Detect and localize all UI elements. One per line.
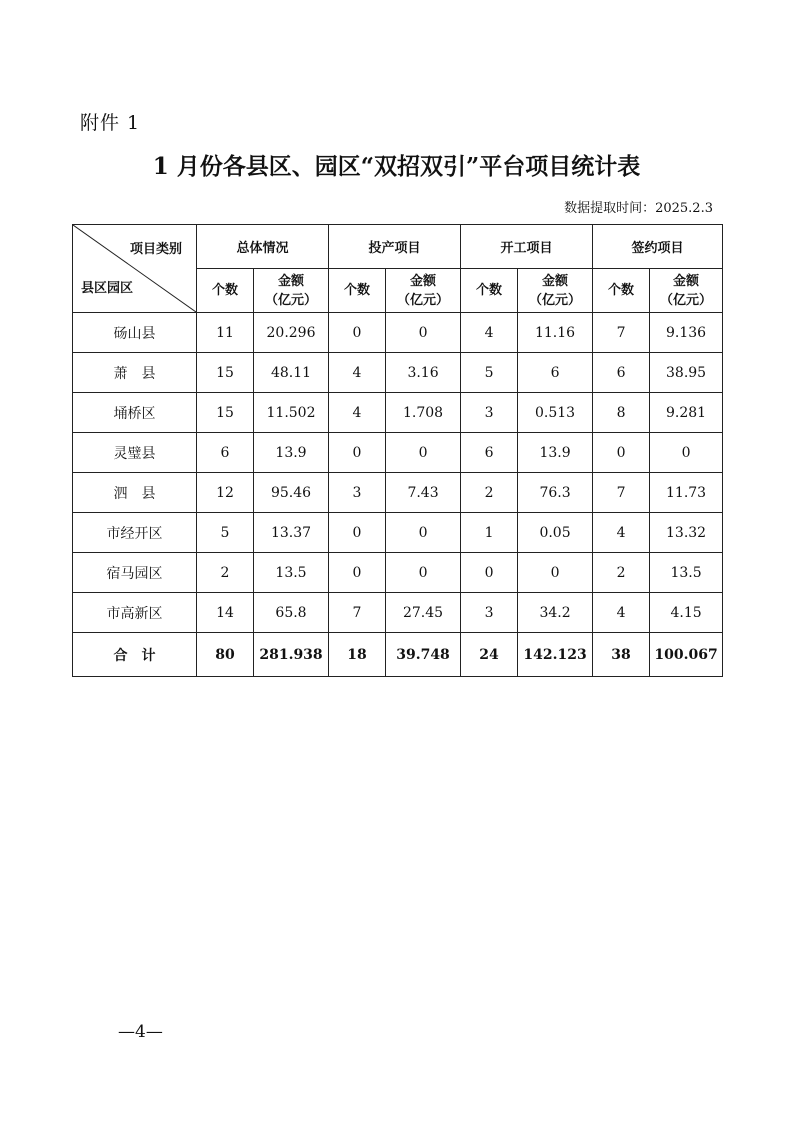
amount-cell: 34.2 [518, 593, 593, 633]
amount-label: 金额 [673, 273, 700, 289]
count-cell: 7 [593, 473, 650, 513]
amount-cell: 48.11 [254, 353, 329, 393]
amount-label: 金额 [542, 273, 569, 289]
sub-header-amount [518, 269, 593, 313]
count-cell: 6 [197, 433, 254, 473]
table-row [73, 313, 723, 353]
region-name-cell: 宿马园区 [73, 553, 197, 593]
amount-cell: 27.45 [386, 593, 461, 633]
count-cell: 2 [593, 553, 650, 593]
count-cell: 0 [329, 313, 386, 353]
amount-cell: 38.95 [650, 353, 723, 393]
count-cell: 0 [329, 513, 386, 553]
total-cell: 142.123 [518, 633, 593, 677]
amount-cell: 20.296 [254, 313, 329, 353]
header-row-groups [73, 225, 723, 269]
table-row [73, 433, 723, 473]
attachment-label: 附件 1 [80, 112, 141, 134]
count-cell: 1 [461, 513, 518, 553]
amount-cell: 13.5 [254, 553, 329, 593]
count-cell: 7 [593, 313, 650, 353]
region-name-cell: 泗 县 [73, 473, 197, 513]
count-cell: 4 [593, 593, 650, 633]
sub-header-count: 个数 [593, 269, 650, 313]
sub-header-count: 个数 [329, 269, 386, 313]
corner-region-label: 县区园区 [81, 281, 134, 296]
region-name-cell: 砀山县 [73, 313, 197, 353]
amount-cell: 4.15 [650, 593, 723, 633]
table-row [73, 393, 723, 433]
amount-cell: 9.136 [650, 313, 723, 353]
count-cell: 15 [197, 353, 254, 393]
group-header-signed: 签约项目 [593, 225, 723, 269]
count-cell: 0 [329, 433, 386, 473]
amount-label: 金额 [278, 273, 305, 289]
table-row [73, 553, 723, 593]
extract-time: 数据提取时间：2025.2.3 [564, 201, 713, 216]
amount-cell: 76.3 [518, 473, 593, 513]
table-footer [73, 633, 723, 677]
amount-cell: 1.708 [386, 393, 461, 433]
page-number: —4— [118, 1022, 163, 1042]
amount-cell: 3.16 [386, 353, 461, 393]
table-body [73, 313, 723, 633]
count-cell: 0 [593, 433, 650, 473]
corner-category-label: 项目类别 [129, 242, 182, 257]
count-cell: 4 [329, 353, 386, 393]
count-cell: 6 [593, 353, 650, 393]
amount-unit: （亿元） [265, 292, 318, 308]
amount-cell: 0 [518, 553, 593, 593]
count-cell: 8 [593, 393, 650, 433]
amount-cell: 11.16 [518, 313, 593, 353]
total-cell: 281.938 [254, 633, 329, 677]
count-cell: 2 [461, 473, 518, 513]
total-cell: 18 [329, 633, 386, 677]
group-header-overall: 总体情况 [197, 225, 329, 269]
count-cell: 0 [329, 553, 386, 593]
sub-header-count: 个数 [461, 269, 518, 313]
amount-cell: 11.73 [650, 473, 723, 513]
amount-unit: （亿元） [660, 292, 713, 308]
region-name-cell: 埇桥区 [73, 393, 197, 433]
group-header-construction: 开工项目 [461, 225, 593, 269]
count-cell: 3 [461, 593, 518, 633]
sub-header-count: 个数 [197, 269, 254, 313]
table-row [73, 353, 723, 393]
count-cell: 4 [329, 393, 386, 433]
amount-cell: 6 [518, 353, 593, 393]
statistics-table-container [72, 224, 722, 677]
region-name-cell: 市经开区 [73, 513, 197, 553]
count-cell: 7 [329, 593, 386, 633]
table-row [73, 473, 723, 513]
amount-cell: 65.8 [254, 593, 329, 633]
count-cell: 12 [197, 473, 254, 513]
amount-cell: 0.513 [518, 393, 593, 433]
count-cell: 15 [197, 393, 254, 433]
count-cell: 0 [461, 553, 518, 593]
count-cell: 11 [197, 313, 254, 353]
amount-unit: （亿元） [397, 292, 450, 308]
sub-header-amount [386, 269, 461, 313]
region-name-cell: 市高新区 [73, 593, 197, 633]
amount-cell: 0 [650, 433, 723, 473]
amount-cell: 13.9 [518, 433, 593, 473]
page-title: 1 月份各县区、园区“双招双引”平台项目统计表 [152, 153, 641, 180]
statistics-table [72, 224, 723, 677]
group-header-production: 投产项目 [329, 225, 461, 269]
amount-cell: 0.05 [518, 513, 593, 553]
amount-cell: 13.5 [650, 553, 723, 593]
amount-cell: 9.281 [650, 393, 723, 433]
amount-cell: 0 [386, 513, 461, 553]
amount-label: 金额 [410, 273, 437, 289]
amount-cell: 0 [386, 553, 461, 593]
region-name-cell: 萧 县 [73, 353, 197, 393]
count-cell: 5 [461, 353, 518, 393]
count-cell: 3 [329, 473, 386, 513]
count-cell: 4 [593, 513, 650, 553]
amount-cell: 11.502 [254, 393, 329, 433]
table-row [73, 593, 723, 633]
amount-unit: （亿元） [529, 292, 582, 308]
total-row [73, 633, 723, 677]
count-cell: 4 [461, 313, 518, 353]
total-label: 合 计 [73, 633, 197, 677]
sub-header-amount [254, 269, 329, 313]
count-cell: 14 [197, 593, 254, 633]
total-cell: 80 [197, 633, 254, 677]
count-cell: 5 [197, 513, 254, 553]
amount-cell: 13.9 [254, 433, 329, 473]
total-cell: 100.067 [650, 633, 723, 677]
count-cell: 6 [461, 433, 518, 473]
amount-cell: 0 [386, 313, 461, 353]
sub-header-amount [650, 269, 723, 313]
region-name-cell: 灵璧县 [73, 433, 197, 473]
total-cell: 39.748 [386, 633, 461, 677]
amount-cell: 13.37 [254, 513, 329, 553]
table-row [73, 513, 723, 553]
total-cell: 24 [461, 633, 518, 677]
corner-header [73, 225, 197, 313]
amount-cell: 13.32 [650, 513, 723, 553]
amount-cell: 95.46 [254, 473, 329, 513]
count-cell: 2 [197, 553, 254, 593]
count-cell: 3 [461, 393, 518, 433]
amount-cell: 7.43 [386, 473, 461, 513]
total-cell: 38 [593, 633, 650, 677]
amount-cell: 0 [386, 433, 461, 473]
